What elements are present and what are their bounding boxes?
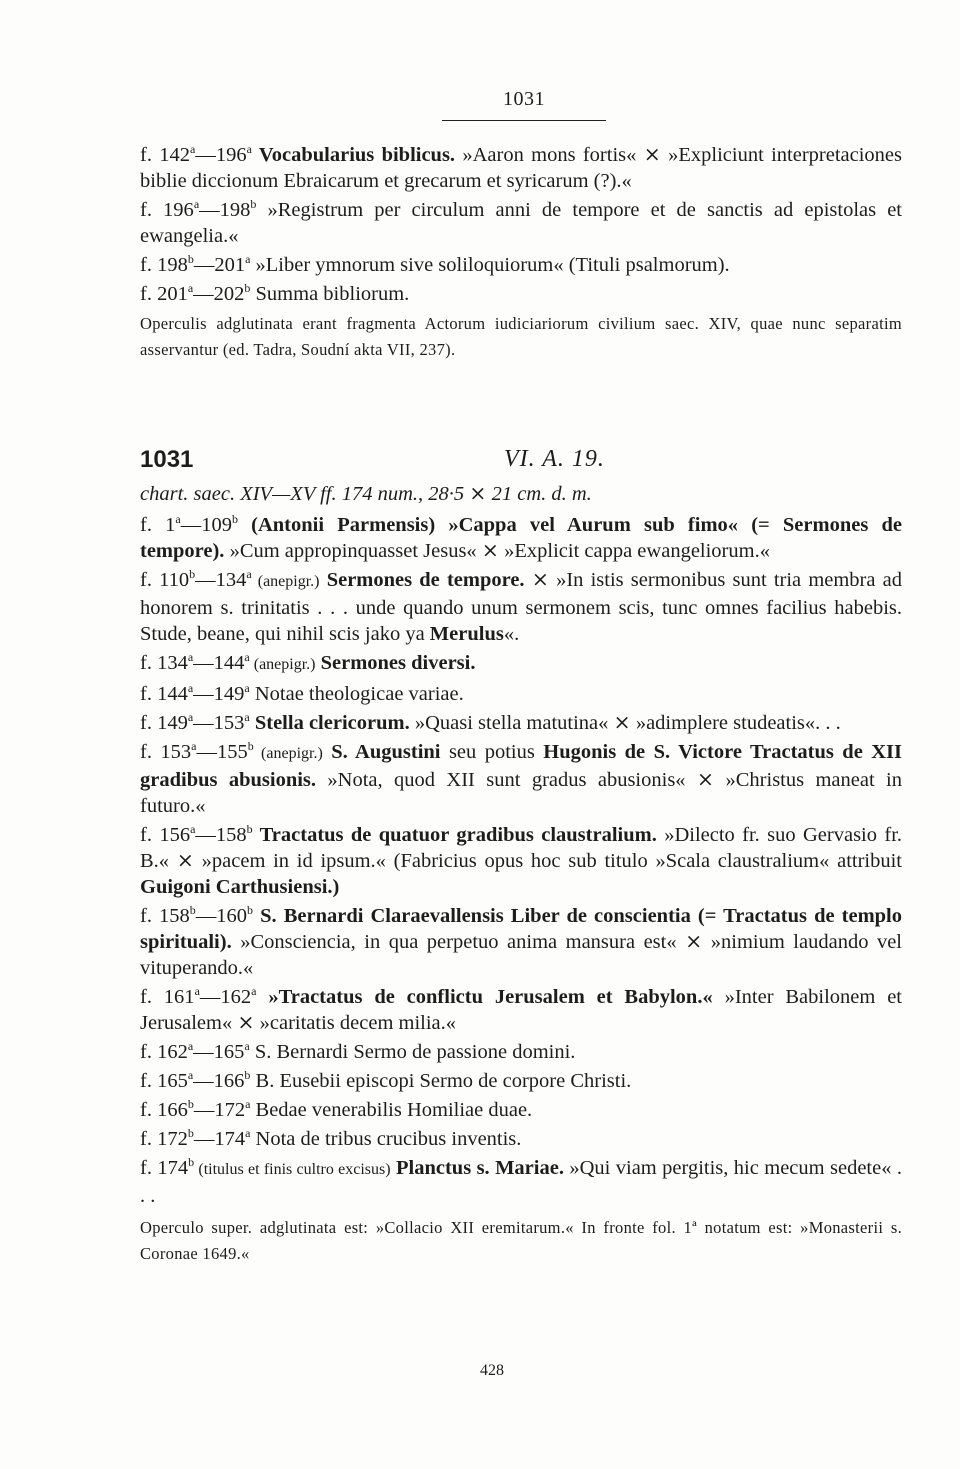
entry: f. 162$^a$—165$^a$ S. Bernardi Sermo de passione domini. [140, 1039, 576, 1063]
manuscript-number: 1031 [140, 446, 194, 473]
entry: f. 174$^b$ (titulus et finis cultro excisus) Planctus s. Mariae. »Qui viam pergitis, hic mecum sedete« . . . [140, 1155, 902, 1207]
entry: f. 153$^a$—155$^b$ (anepigr.) S. Augustini seu potius Hugonis de S. Victore Tractatus de XII gradibus abusionis. »Nota, quod XII sunt gradus abusionis« ⨯ »Christus maneat in futuro.« [140, 739, 902, 817]
entry: f. 198$^b$—201$^a$ »Liber ymnorum sive soliloquiorum« (Tituli psalmorum). [140, 252, 730, 276]
manuscript-heading [140, 446, 902, 478]
entry: f. 134$^a$—144$^a$ (anepigr.) Sermones diversi. [140, 650, 476, 674]
entry: f. 156$^a$—158$^b$ Tractatus de quatuor gradibus claustralium. »Dilecto fr. suo Gervasio fr. B.« ⨯ »pacem in id ipsum.« (Fabricius opus hoc sub titulo »Scala claustralium« attribuit Guigoni Carthusiensi.) [140, 822, 903, 898]
entry: f. 142$^a$—196$^a$ Vocabularius biblicus. »Aaron mons fortis« ⨯ »Expliciunt interpretaciones biblie diccionum Ebraicarum et grecarum et syricarum (?).« [140, 142, 902, 192]
entry: f. 144$^a$—149$^a$ Notae theologicae variae. [140, 681, 464, 705]
manuscript-entries [140, 512, 902, 1267]
entry: f. 149$^a$—153$^a$ Stella clericorum. »Quasi stella matutina« ⨯ »adimplere studeatis«. . . [140, 710, 841, 734]
running-head-page-number: 1031 [503, 88, 545, 110]
note: Operculo super. adglutinata est: »Collacio XII eremitarum.« In fronte fol. 1ª notatum est: »Monasterii s. Coronae 1649.« [140, 1218, 902, 1263]
footer-page-number: 428 [480, 1362, 504, 1379]
entry: f. 110$^b$—134$^a$ (anepigr.) Sermones de tempore. ⨯ »In istis sermonibus sunt tria membra ad honorem s. trinitatis . . . unde quando unum sermonem scis, tunc omnes facilius habebis. Stude, beane, qui nihil scis jako ya Merulus«. [140, 567, 903, 645]
entry: f. 201$^a$—202$^b$ Summa bibliorum. [140, 281, 410, 305]
entry: f. 161$^a$—162$^a$ »Tractatus de conflictu Jerusalem et Babylon.« »Inter Babilonem et Jerusalem« ⨯ »caritatis decem milia.« [140, 984, 902, 1034]
note: Operculis adglutinata erant fragmenta Actorum iudiciariorum civilium saec. XIV, quae nunc separatim asservantur (ed. Tadra, Soudní akta VII, 237). [140, 314, 902, 359]
entry: f. 166$^b$—172$^a$ Bedae venerabilis Homiliae duae. [140, 1097, 533, 1121]
manuscript-signature: VI. A. 19. [504, 446, 605, 472]
entry: f. 158$^b$—160$^b$ S. Bernardi Claraevallensis Liber de conscientia (= Tractatus de templo spirituali). »Consciencia, in qua perpetuo anima mansura est« ⨯ »nimium laudando vel vituperando.« [140, 903, 902, 979]
manuscript-description: chart. saec. XIV—XV ff. 174 num., 28·5 ⨯ 21 cm. d. m. [140, 483, 592, 505]
entry: f. 196$^a$—198$^b$ »Registrum per circulum anni de tempore et de sanctis ad epistolas et ewangelia.« [140, 197, 902, 247]
previous-manuscript-entries [140, 142, 902, 363]
header-rule [442, 120, 606, 121]
entry: f. 172$^b$—174$^a$ Nota de tribus crucibus inventis. [140, 1126, 522, 1150]
entry: f. 165$^a$—166$^b$ B. Eusebii episcopi Sermo de corpore Christi. [140, 1068, 632, 1092]
entry: f. 1$^a$—109$^b$ (Antonii Parmensis) »Cappa vel Aurum sub fimo« (= Sermones de tempore). »Cum appropinquasset Jesus« ⨯ »Explicit cappa ewangeliorum.« [140, 512, 902, 562]
